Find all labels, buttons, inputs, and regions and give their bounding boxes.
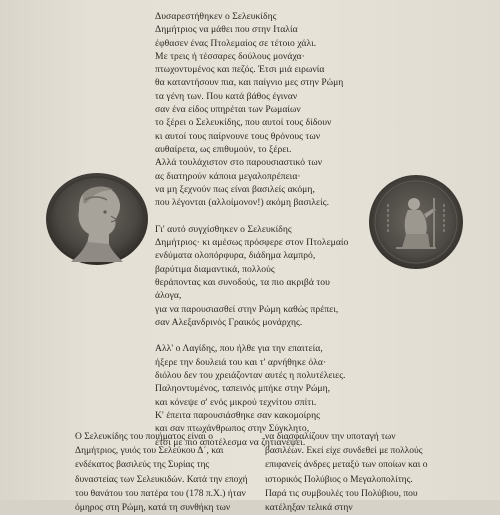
text-line: πτωχοντυμένος και πεζός. Έτσι μιά ειρωνία [155,64,325,76]
text-line: να μη ξεχνούν πως είναι βασιλείς ακόμη, [155,183,315,195]
text-line: Ο Σελευκίδης του ποιήματος είναι ο [75,432,213,442]
text-line: κατέληξαν τελικά στην [265,502,353,513]
text-line: Με τρεις ή τέσσαρες δούλους μονάχα· [155,50,305,62]
text-line: τα γένη των. Που κατά βάθος έγιναν [155,90,298,102]
text-line: για να παρουσιασθεί στην Ρώμη καθώς πρέπει, [155,303,339,315]
text-line: Δημήτριος, γυιός του Σελεύκου Δ΄, και [75,446,224,457]
text-line: έφθασεν ένας Πτολεμαίος σε τέτοιο χάλι. [155,37,317,49]
text-line: Δημήτριος· κι αμέσως πρόσφερε στον Πτολεμαίο [155,237,349,249]
text-line: δυναστείας των Σελευκιδών. Κατά την εποχή [75,474,248,485]
text-line: άλογα, [155,290,182,302]
text-line: Γι' αυτό συγχίσθηκεν ο Σελευκίδης [155,223,292,235]
text-line: Αλλ' ο Λαγίδης, που ήλθε για την επαιτεία, [155,343,323,355]
text-line: επιφανείς άνδρες μεταξύ των οποίων και ο [265,460,428,471]
text-line: σαν Αλεξανδρινός Γραικός μονάρχης. [155,316,303,328]
text-line: όμηρος στη Ρώμη, κατά τη συνθήκη των [75,502,231,513]
text-line: Δυσαρεστήθηκεν ο Σελευκίδης [155,11,277,22]
text-line: και σαν πτωχάνθρωπος στην Σύγκλητο, [155,423,310,435]
text-line: διόλου δεν του χρειάζονταν αυτές η πολυτέλειες. [155,370,346,382]
text-line: ιστορικός Πολύβιος ο Μεγαλοπολίτης. [265,474,413,485]
text-line: βαρύτιμα διαμαντικά, πολλούς [155,263,275,275]
text-line: αυθαίρετα, ως επιθυμούν, το ξέρει. [155,143,292,155]
text-line: Παρά τις συμβουλές του Πολύβιου, που [265,488,418,499]
text-line: Αλλά τουλάχιστον στο παρουσιαστικό των [155,157,323,169]
text-line: και κόνεψε σ' ενός μικρού τεχνίτου σπίτι. [155,396,317,408]
text-line: ας διατηρούν κάποια μεγαλοπρέπεια· [155,170,301,182]
text-line: ενδέκατος βασιλεύς της Συρίας της [75,460,210,471]
text-line: το ξέρει ο Σελευκίδης, που αυτοί τους δίδουν [155,117,332,129]
commentary-left-column [75,430,255,515]
text-line: Δημήτριος να μάθει που στην Ιταλία [155,24,298,36]
text-line: που λέγονται (αλλοίμονον!) ακόμη βασιλείς. [155,197,330,209]
text-line: θα καταντήσουν πια, και παίγνιο μες στην Ρώμη [155,77,344,89]
text-line [155,329,455,342]
coin-seated-figure-image [368,174,464,270]
coin-portrait-image [45,172,149,266]
text-line: Κ' έπειτα παρουσιάσθηκε σαν κακομοίρης [155,409,321,421]
text-line: έτσι με πιο αποτέλεσμα να ζητιανέψει. [155,436,306,448]
text-line: να διασφαλίζουν την υποταγή των [265,432,396,442]
text-line: Παληοντυμένος, ταπεινός μπήκε στην Ρώμη, [155,383,331,395]
commentary-right-column [265,430,450,515]
text-line: κι αυτοί τους παίρνουνε τους θρόνους των [155,130,321,142]
text-line: σαν ένα είδος υπηρέται των Ρωμαίων [155,104,301,116]
text-line: βασιλέων. Εκεί είχε συνδεθεί με πολλούς [265,446,423,457]
text-line: ήξερε την δουλειά του και τ' αρνήθηκε όλα· [155,356,327,368]
text-line: θεράποντας και συνοδούς, τα πιο ακριβά του [155,276,330,288]
text-line: του θανάτου του πατέρα του (178 π.Χ.) ήταν [75,488,246,499]
text-line: ενδύματα ολοπόρφυρα, διάδημα λαμπρό, [155,250,316,262]
